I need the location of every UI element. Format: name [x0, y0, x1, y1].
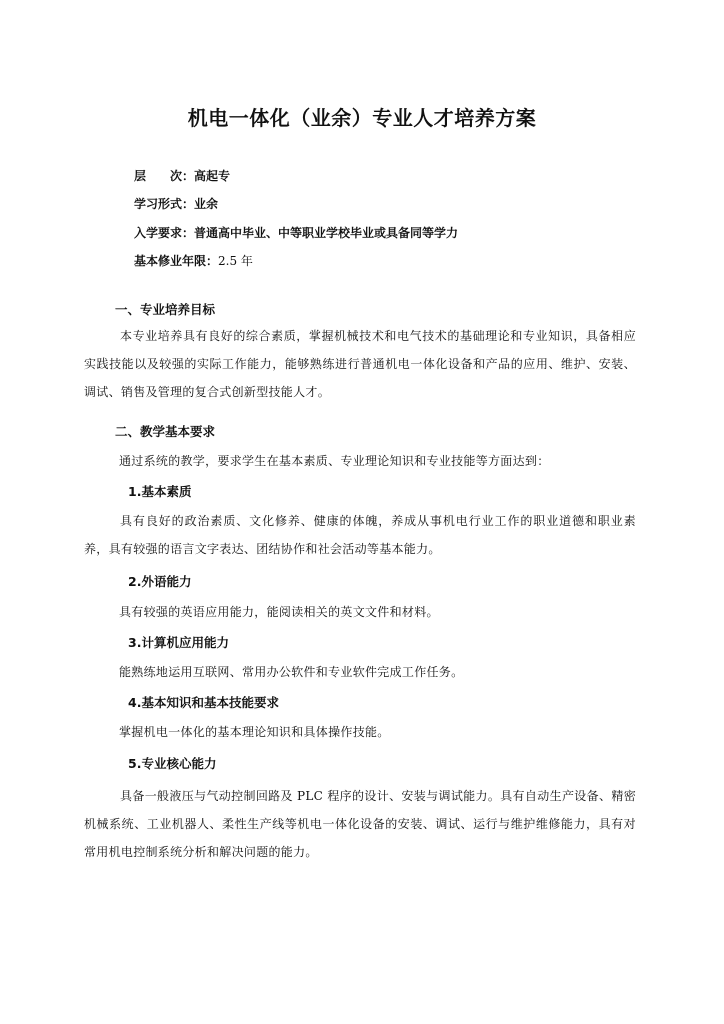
meta-study-form-value: 业余 [194, 197, 219, 211]
meta-level-label: 层 次： [134, 169, 195, 183]
item-3-body: 能熟练地运用互联网、常用办公软件和专业软件完成工作任务。 [119, 665, 464, 679]
item-5-body: 具备一般液压与气动控制回路及 PLC 程序的设计、安装与调试能力。具有自动生产设备、精密机械系统、工业机器人、柔性生产线等机电一体化设备的安装、调试、运行与维护维修能力，具有对常用机电控制系统分析和解决问题的能力。 [84, 789, 636, 859]
meta-duration-value: 2.5 年 [218, 254, 253, 268]
meta-duration [134, 253, 253, 269]
meta-admission-value: 普通高中毕业、中等职业学校毕业或具备同等学力 [194, 226, 459, 240]
section-2-intro: 通过系统的教学，要求学生在基本素质、专业理论知识和专业技能等方面达到： [119, 454, 550, 468]
section-2-heading: 二、教学基本要求 [115, 424, 216, 439]
section-1-heading: 一、专业培养目标 [115, 302, 216, 317]
item-4-heading: 4.基本知识和基本技能要求 [128, 695, 279, 710]
meta-level-value: 高起专 [194, 169, 231, 183]
section-1-body: 本专业培养具有良好的综合素质，掌握机械技术和电气技术的基础理论和专业知识，具备相应实践技能以及较强的实际工作能力，能够熟练进行普通机电一体化设备和产品的应用、维护、安装、调试、销售及管理的复合式创新型技能人才。 [84, 329, 636, 399]
meta-admission [134, 225, 458, 241]
document-title: 机电一体化（业余）专业人才培养方案 [187, 106, 537, 130]
item-5-heading: 5.专业核心能力 [128, 756, 217, 771]
meta-study-form-label: 学习形式： [134, 197, 195, 211]
meta-level [134, 168, 230, 184]
meta-study-form [134, 196, 218, 212]
item-2-heading: 2.外语能力 [128, 574, 192, 589]
item-1-heading: 1.基本素质 [128, 484, 192, 499]
meta-duration-label: 基本修业年限： [134, 254, 219, 268]
item-1-body: 具有良好的政治素质、文化修养、健康的体魄，养成从事机电行业工作的职业道德和职业素养，具有较强的语言文字表达、团结协作和社会活动等基本能力。 [84, 514, 636, 556]
meta-admission-label: 入学要求： [134, 226, 195, 240]
item-3-heading: 3.计算机应用能力 [128, 635, 229, 650]
item-4-body: 掌握机电一体化的基本理论知识和具体操作技能。 [119, 725, 390, 739]
item-2-body: 具有较强的英语应用能力，能阅读相关的英文文件和材料。 [119, 605, 439, 619]
